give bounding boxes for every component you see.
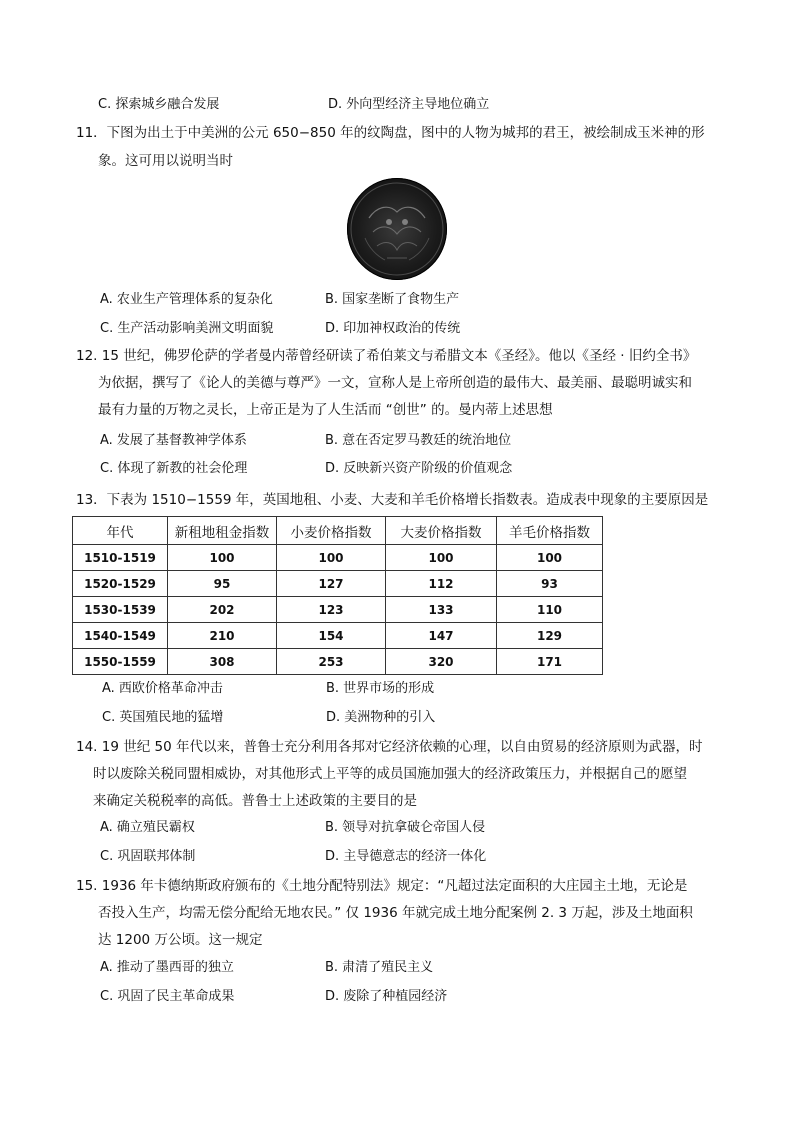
q15-option-b: B. 肃清了殖民主义: [325, 960, 434, 975]
q12-option-b: B. 意在否定罗马教廷的统治地位: [325, 433, 512, 448]
table-row: [73, 623, 603, 649]
cell-rent: 95: [168, 571, 277, 597]
header-barley-index: 大麦价格指数: [386, 517, 497, 545]
q15-option-d: D. 废除了种植园经济: [325, 989, 448, 1004]
table-row: [73, 649, 603, 675]
header-rent-index: 新租地租金指数: [168, 517, 277, 545]
cell-barley: 147: [386, 623, 497, 649]
q14-option-a: A. 确立殖民霸权: [100, 820, 195, 835]
cell-rent: 210: [168, 623, 277, 649]
cell-wheat: 253: [277, 649, 386, 675]
cell-decade: 1510-1519: [73, 545, 168, 571]
table-header-row: [73, 517, 603, 545]
cell-barley: 320: [386, 649, 497, 675]
q14-option-d: D. 主导德意志的经济一体化: [325, 849, 487, 864]
cell-wool: 93: [497, 571, 603, 597]
q14-stem-line-2: 时以废除关税同盟相威协，对其他形式上平等的成员国施加强大的经济政策压力，并根据自己的愿望: [93, 766, 687, 782]
plate-pattern: [347, 178, 447, 280]
cell-wheat: 154: [277, 623, 386, 649]
cell-rent: 100: [168, 545, 277, 571]
q14-option-b: B. 领导对抗拿破仑帝国人侵: [325, 820, 486, 835]
q13-option-d: D. 美洲物种的引入: [326, 710, 436, 725]
cell-decade: 1530-1539: [73, 597, 168, 623]
cell-barley: 133: [386, 597, 497, 623]
header-wool-index: 羊毛价格指数: [497, 517, 603, 545]
table-row: [73, 597, 603, 623]
cell-rent: 308: [168, 649, 277, 675]
cell-wool: 129: [497, 623, 603, 649]
q15-stem-line-3: 达 1200 万公顷。这一规定: [98, 932, 263, 948]
q13-option-b: B. 世界市场的形成: [326, 681, 435, 696]
price-index-table: [72, 516, 603, 675]
q10-option-d: D. 外向型经济主导地位确立: [328, 97, 490, 112]
table-row: [73, 571, 603, 597]
q13-stem: 13．下表为 1510−1559 年，英国地租、小麦、大麦和羊毛价格增长指数表。造成表中现象的主要原因是: [76, 492, 709, 508]
header-decade: 年代: [73, 517, 168, 545]
q14-option-c: C. 巩固联邦体制: [100, 849, 196, 864]
cell-decade: 1550-1559: [73, 649, 168, 675]
q11-option-a: A. 农业生产管理体系的复杂化: [100, 292, 273, 307]
q12-option-a: A. 发展了基督教神学体系: [100, 433, 247, 448]
q15-stem-line-1: 15. 1936 年卡德纳斯政府颁布的《土地分配特别法》规定：“凡超过法定面积的大庄园主土地，无论是: [76, 878, 688, 894]
q15-option-a: A. 推动了墨西哥的独立: [100, 960, 234, 975]
cell-wheat: 123: [277, 597, 386, 623]
cell-rent: 202: [168, 597, 277, 623]
q14-stem-line-3: 来确定关税税率的高低。普鲁士上述政策的主要目的是: [93, 793, 417, 809]
cell-wool: 171: [497, 649, 603, 675]
q13-option-a: A. 西欧价格革命冲击: [102, 681, 223, 696]
q12-stem-line-2: 为依据，撰写了《论人的美德与尊严》一文，宣称人是上帝所创造的最伟大、最美丽、最聪明诚实和: [98, 375, 692, 391]
cell-barley: 112: [386, 571, 497, 597]
q13-option-c: C. 英国殖民地的猛增: [102, 710, 224, 725]
cell-wheat: 127: [277, 571, 386, 597]
header-wheat-index: 小麦价格指数: [277, 517, 386, 545]
q12-option-c: C. 体现了新教的社会伦理: [100, 461, 248, 476]
maya-pottery-plate-image: [347, 178, 447, 280]
q15-stem-line-2: 否投入生产，均需无偿分配给无地农民。” 仅 1936 年就完成土地分配案例 2. 3 万起，涉及土地面积: [98, 905, 693, 921]
q11-option-d: D. 印加神权政治的传统: [325, 321, 461, 336]
cell-wool: 100: [497, 545, 603, 571]
q10-option-c: C. 探索城乡融合发展: [98, 97, 220, 112]
cell-wool: 110: [497, 597, 603, 623]
q11-stem-line-2: 象。这可用以说明当时: [98, 153, 233, 169]
q11-option-b: B. 国家垄断了食物生产: [325, 292, 460, 307]
table-row: [73, 545, 603, 571]
q12-stem-line-1: 12. 15 世纪，佛罗伦萨的学者曼内蒂曾经研读了希伯莱文与希腊文本《圣经》。他以《圣经 · 旧约全书》: [76, 348, 697, 364]
q14-stem-line-1: 14. 19 世纪 50 年代以来，普鲁士充分利用各邦对它经济依赖的心理，以自由贸易的经济原则为武器，时: [76, 739, 703, 755]
q11-option-c: C. 生产活动影响美洲文明面貌: [100, 321, 274, 336]
cell-decade: 1540-1549: [73, 623, 168, 649]
cell-decade: 1520-1529: [73, 571, 168, 597]
cell-wheat: 100: [277, 545, 386, 571]
q12-option-d: D. 反映新兴资产阶级的价值观念: [325, 461, 513, 476]
q12-stem-line-3: 最有力量的万物之灵长，上帝正是为了人生活而 “创世” 的。曼内蒂上述思想: [98, 402, 553, 418]
cell-barley: 100: [386, 545, 497, 571]
q11-stem-line-1: 11．下图为出土于中美洲的公元 650−850 年的纹陶盘，图中的人物为城邦的君王，被绘制成玉米神的形: [76, 125, 705, 141]
q15-option-c: C. 巩固了民主革命成果: [100, 989, 235, 1004]
